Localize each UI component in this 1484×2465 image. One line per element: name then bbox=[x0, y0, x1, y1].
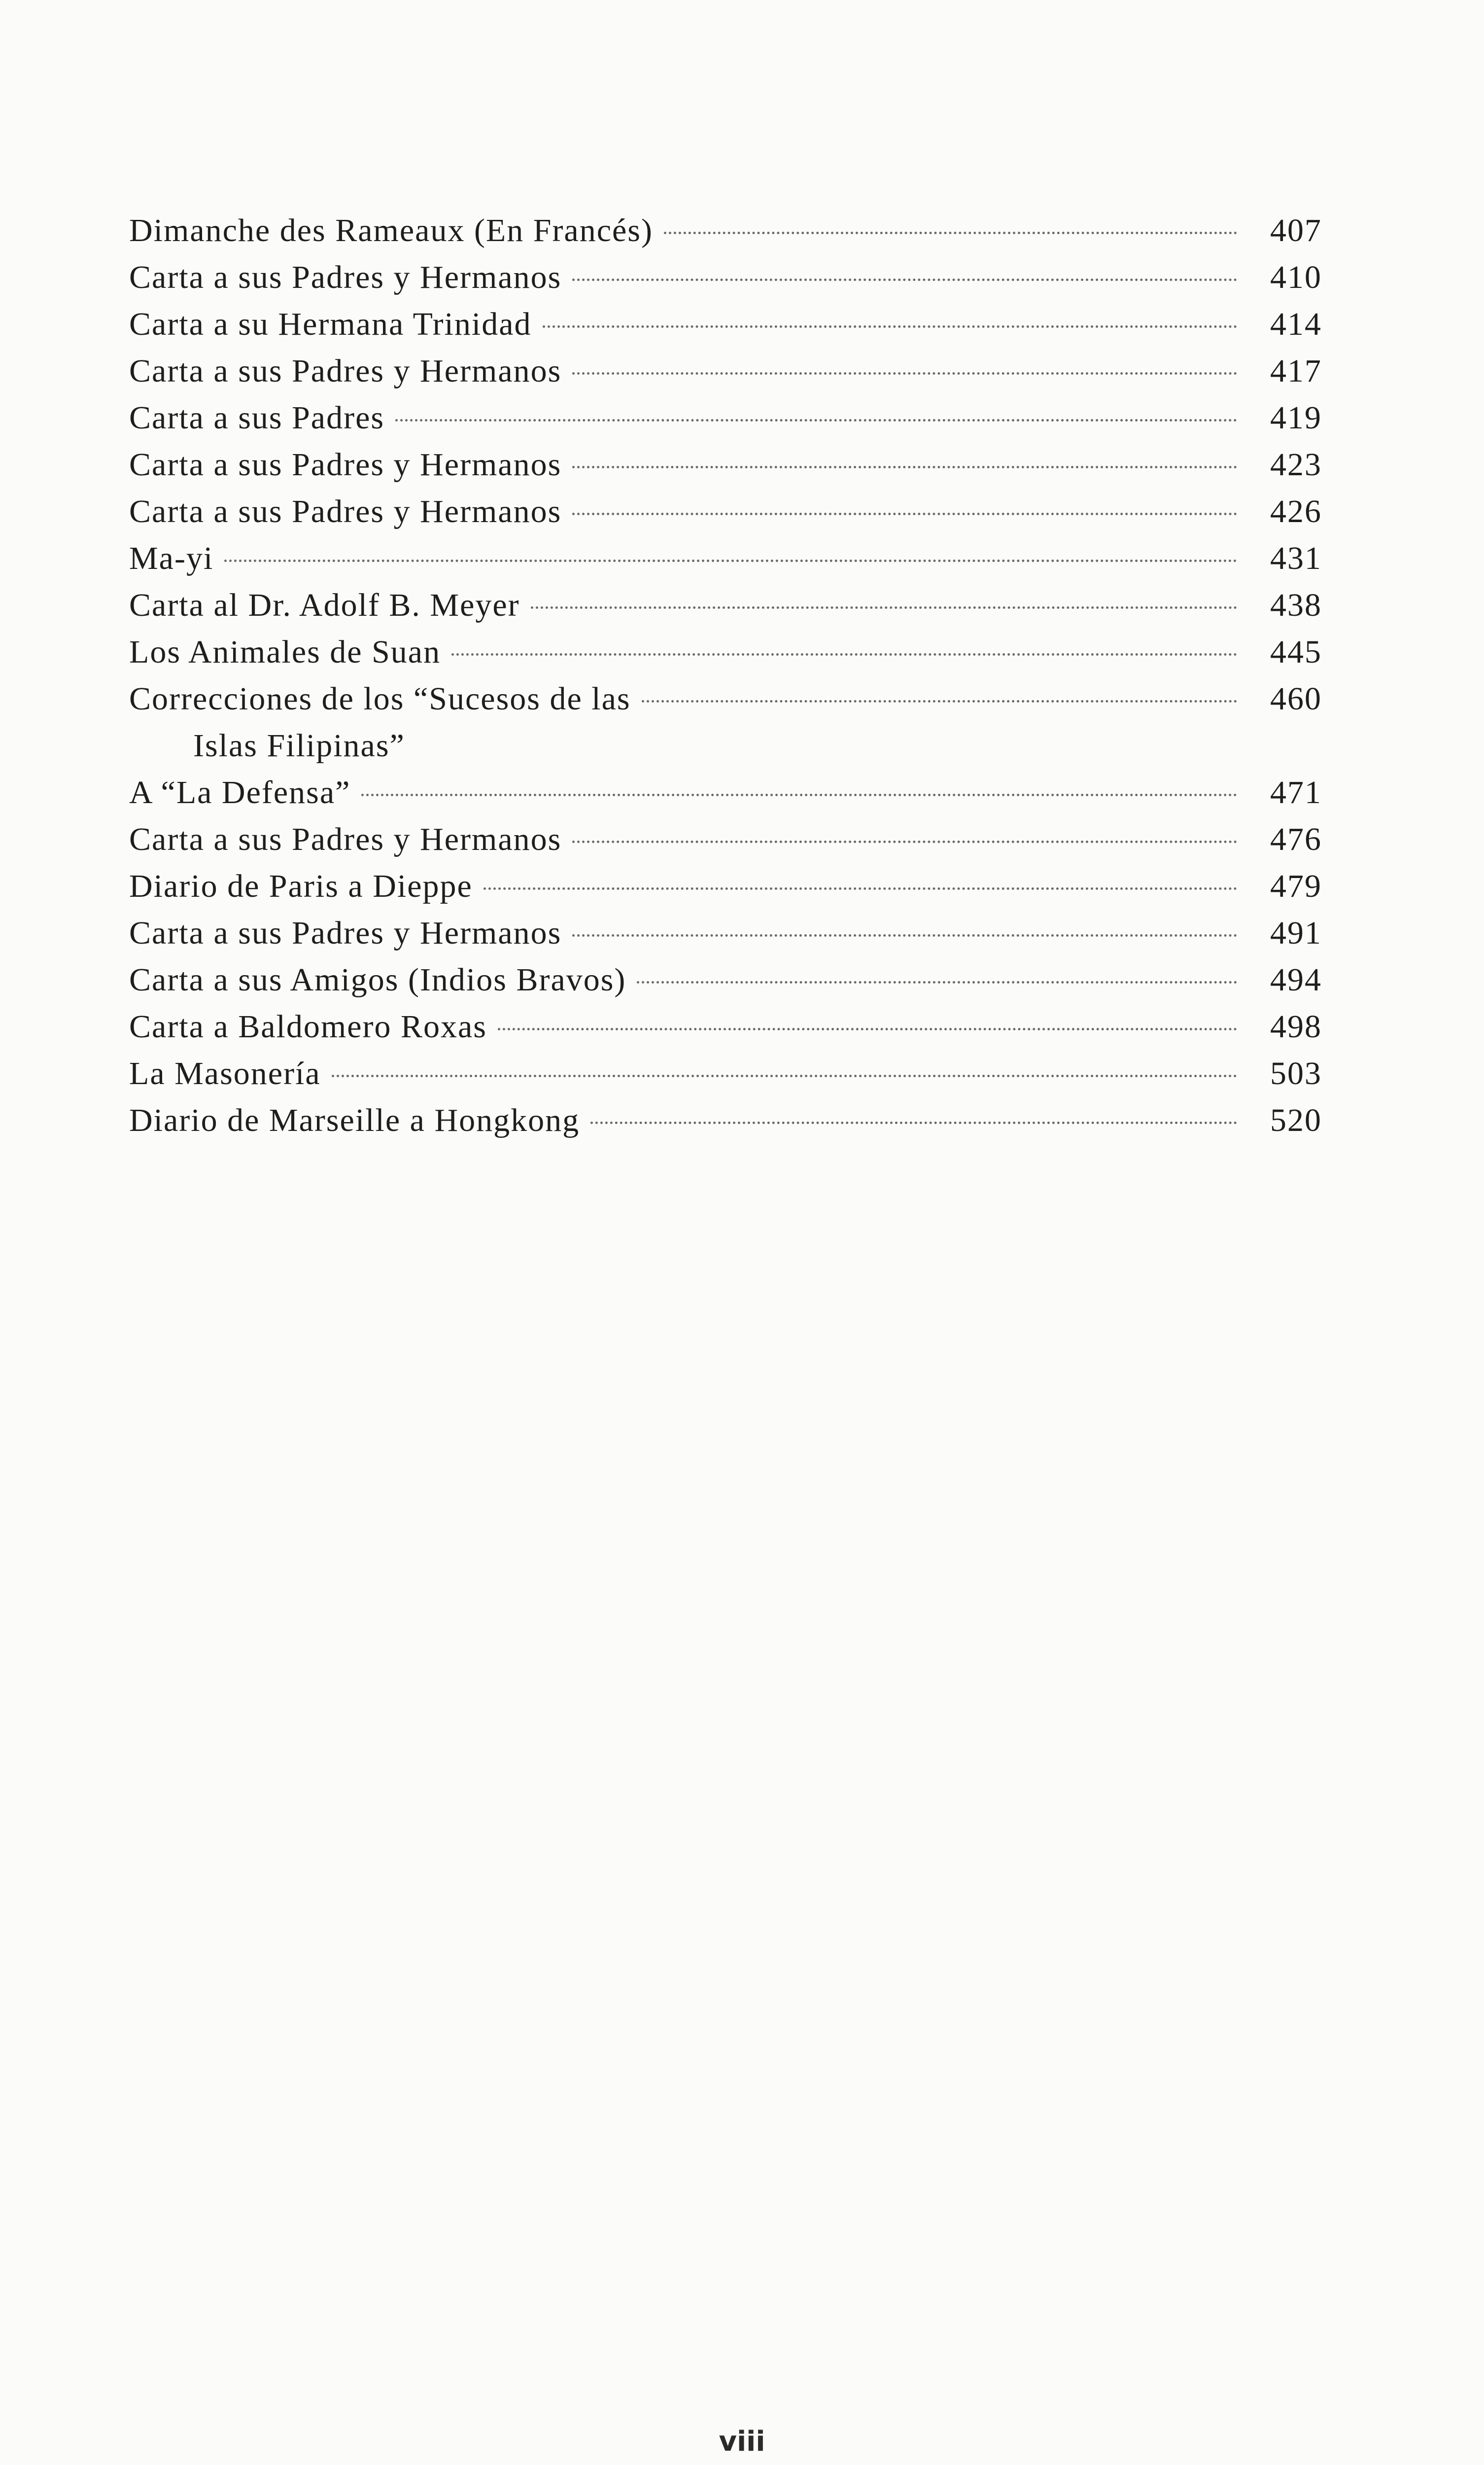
toc-entry-page: 445 bbox=[1270, 634, 1322, 670]
toc-entry bbox=[129, 1003, 1322, 1050]
toc-entry-page: 476 bbox=[1270, 821, 1322, 857]
toc-entry-title: Carta a sus Padres y Hermanos bbox=[129, 821, 562, 857]
toc-entry-title: Diario de Marseille a Hongkong bbox=[129, 1102, 580, 1138]
toc-entry-page: 438 bbox=[1270, 587, 1322, 623]
dot-leader bbox=[332, 1075, 1237, 1077]
dot-leader bbox=[572, 372, 1237, 375]
dot-leader bbox=[572, 279, 1237, 281]
toc-entry-page: 498 bbox=[1270, 1009, 1322, 1045]
dot-leader bbox=[543, 325, 1237, 328]
toc-entry-page: 431 bbox=[1270, 540, 1322, 576]
dot-leader bbox=[664, 232, 1237, 234]
toc-entry-page: 460 bbox=[1270, 681, 1322, 717]
toc-entry bbox=[129, 394, 1322, 441]
page-number: viii bbox=[719, 2426, 765, 2458]
dot-leader bbox=[498, 1028, 1237, 1030]
toc-entry bbox=[129, 1050, 1322, 1097]
dot-leader bbox=[572, 513, 1237, 515]
toc-entry bbox=[129, 1097, 1322, 1144]
toc-entry-page: 471 bbox=[1270, 775, 1322, 810]
toc-entry bbox=[129, 301, 1322, 348]
dot-leader bbox=[590, 1122, 1237, 1124]
toc-entry bbox=[129, 207, 1322, 254]
toc-entry bbox=[129, 441, 1322, 488]
toc-entry-title: Carta al Dr. Adolf B. Meyer bbox=[129, 587, 520, 623]
toc-entry-page: 417 bbox=[1270, 353, 1322, 389]
toc-entry-title: Ma-yi bbox=[129, 540, 214, 576]
dot-leader bbox=[572, 466, 1237, 468]
toc-entry bbox=[129, 254, 1322, 301]
toc-entry-page: 423 bbox=[1270, 447, 1322, 483]
toc-entry-title-line1: Correcciones de los “Sucesos de las bbox=[129, 681, 631, 717]
toc-entry bbox=[129, 629, 1322, 675]
toc-entry-page: 503 bbox=[1270, 1056, 1322, 1092]
table-of-contents bbox=[129, 207, 1322, 1144]
toc-entry bbox=[129, 675, 1322, 769]
toc-entry-page: 419 bbox=[1270, 400, 1322, 436]
toc-entry-title: Carta a Baldomero Roxas bbox=[129, 1009, 487, 1045]
dot-leader bbox=[572, 841, 1237, 843]
toc-entry-title: Los Animales de Suan bbox=[129, 634, 441, 670]
dot-leader bbox=[637, 981, 1237, 984]
dot-leader bbox=[483, 887, 1237, 890]
toc-entry-page: 407 bbox=[1270, 212, 1322, 248]
toc-entry-page: 520 bbox=[1270, 1102, 1322, 1138]
toc-entry-title: Diario de Paris a Dieppe bbox=[129, 868, 473, 904]
toc-entry bbox=[129, 769, 1322, 816]
toc-entry-page: 479 bbox=[1270, 868, 1322, 904]
dot-leader bbox=[531, 606, 1237, 609]
dot-leader bbox=[395, 419, 1237, 422]
toc-entry-title: Carta a sus Padres y Hermanos bbox=[129, 353, 562, 389]
toc-entry-page: 414 bbox=[1270, 306, 1322, 342]
toc-entry-title: A “La Defensa” bbox=[129, 775, 351, 810]
toc-entry-title: Carta a su Hermana Trinidad bbox=[129, 306, 532, 342]
toc-entry bbox=[129, 348, 1322, 394]
toc-entry bbox=[129, 816, 1322, 863]
toc-entry-title: Carta a sus Padres y Hermanos bbox=[129, 259, 562, 295]
toc-entry-page: 426 bbox=[1270, 493, 1322, 529]
dot-leader bbox=[642, 700, 1237, 703]
toc-entry-title: Carta a sus Amigos (Indios Bravos) bbox=[129, 962, 626, 998]
toc-entry bbox=[129, 582, 1322, 629]
toc-entry-title: Carta a sus Padres bbox=[129, 400, 385, 436]
toc-entry bbox=[129, 488, 1322, 535]
dot-leader bbox=[451, 653, 1237, 656]
toc-entry-title: Carta a sus Padres y Hermanos bbox=[129, 447, 562, 483]
toc-entry-title: Carta a sus Padres y Hermanos bbox=[129, 493, 562, 529]
toc-entry-title: Dimanche des Rameaux (En Francés) bbox=[129, 212, 653, 248]
toc-entry bbox=[129, 863, 1322, 910]
dot-leader bbox=[361, 794, 1237, 796]
toc-entry bbox=[129, 910, 1322, 956]
toc-entry-title: La Masonería bbox=[129, 1056, 321, 1092]
toc-entry-title: Carta a sus Padres y Hermanos bbox=[129, 915, 562, 951]
dot-leader bbox=[224, 560, 1237, 562]
toc-entry-title bbox=[129, 675, 631, 769]
toc-entry-page: 410 bbox=[1270, 259, 1322, 295]
toc-entry bbox=[129, 535, 1322, 582]
toc-entry-page: 491 bbox=[1270, 915, 1322, 951]
dot-leader bbox=[572, 934, 1237, 937]
toc-entry-title-line2: Islas Filipinas” bbox=[193, 728, 405, 764]
toc-entry bbox=[129, 956, 1322, 1003]
toc-entry-page: 494 bbox=[1270, 962, 1322, 998]
